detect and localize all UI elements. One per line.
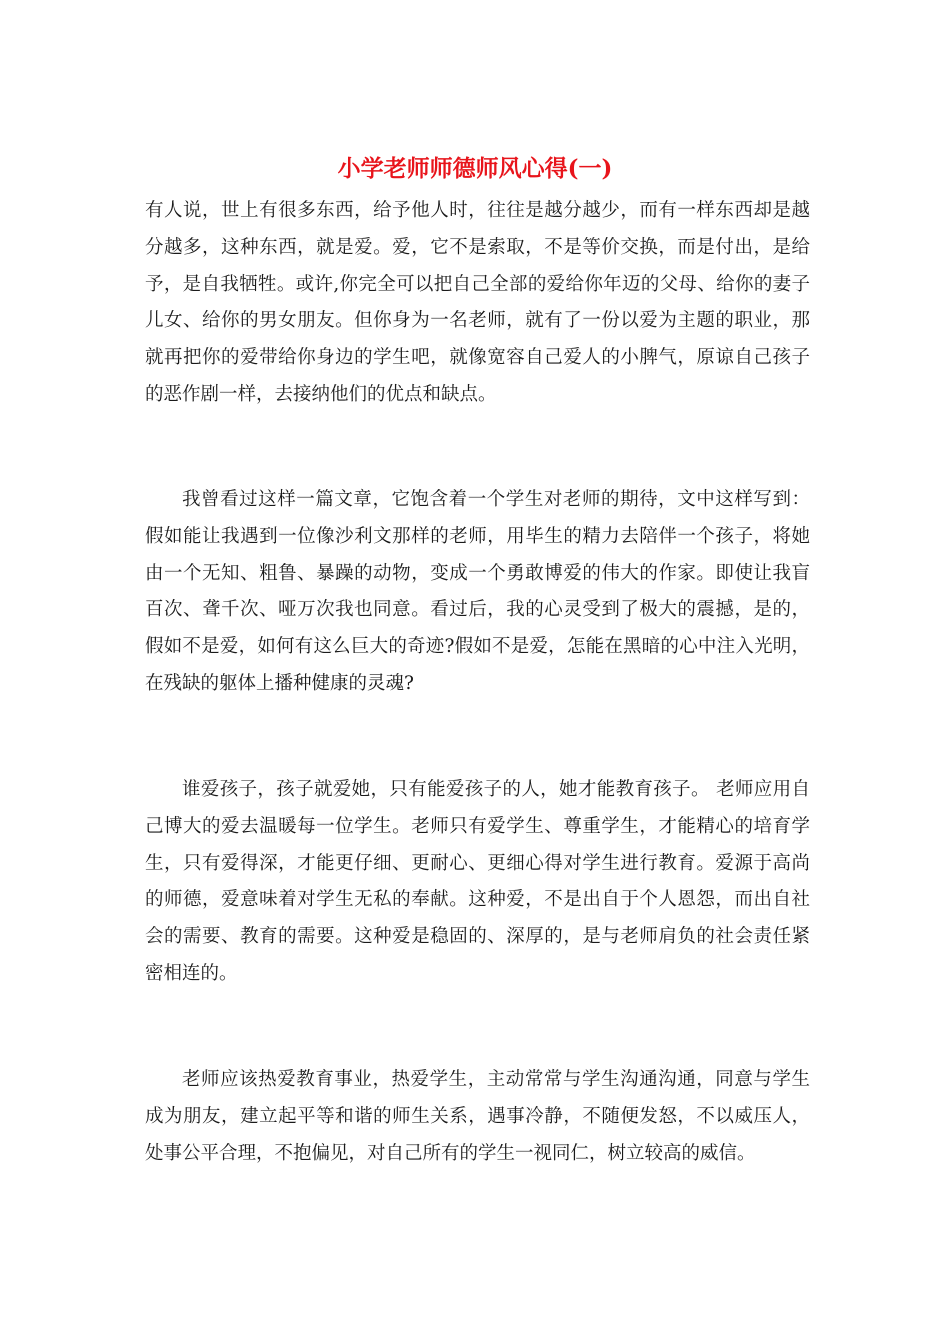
paragraph-2: 我曾看过这样一篇文章，它饱含着一个学生对老师的期待，文中这样写到：假如能让我遇到一位像沙利文那样的老师，用毕生的精力去陪伴一个孩子，将她由一个无知、粗鲁、暴躁的动物，变成一个勇敢博爱的伟大的作家。即使让我盲百次、聋千次、哑万次我也同意。看过后，我的心灵受到了极大的震撼，是的，假如不是爱，如何有这么巨大的奇迹?假如不是爱，怎能在黑暗的心中注入光明，在残缺的躯体上播种健康的灵魂?	[145, 489, 810, 694]
paragraph-1: 有人说，世上有很多东西，给予他人时，往往是越分越少，而有一样东西却是越分越多，这种东西，就是爱。爱，它不是索取，不是等价交换，而是付出，是给予，是自我牺牲。或许,你完全可以把自己全部的爱给你年迈的父母、给你的妻子儿女、给你的男女朋友。但你身为一名老师，就有了一份以爱为主题的职业，那就再把你的爱带给你身边的学生吧，就像宽容自己爱人的小脾气，原谅自己孩子的恶作剧一样，去接纳他们的优点和缺点。	[145, 200, 810, 405]
paragraph-4: 老师应该热爱教育事业，热爱学生，主动常常与学生沟通沟通，同意与学生成为朋友，建立起平等和谐的师生关系，遇事冷静，不随便发怒，不以威压人，处事公平合理，不抱偏见，对自己所有的学生一视同仁，树立较高的威信。	[145, 1069, 810, 1164]
paragraph-3: 谁爱孩子，孩子就爱她，只有能爱孩子的人，她才能教育孩子。 老师应用自己博大的爱去温暖每一位学生。老师只有爱学生、尊重学生，才能精心的培育学生，只有爱得深，才能更仔细、更耐心、更细心得对学生进行教育。爱源于高尚的师德，爱意味着对学生无私的奉献。这种爱，不是出自于个人恩怨，而出自社会的需要、教育的需要。这种爱是稳固的、深厚的，是与老师肩负的社会责任紧密相连的。	[145, 779, 810, 984]
page-title: 小学老师师德师风心得(一)	[337, 155, 613, 182]
